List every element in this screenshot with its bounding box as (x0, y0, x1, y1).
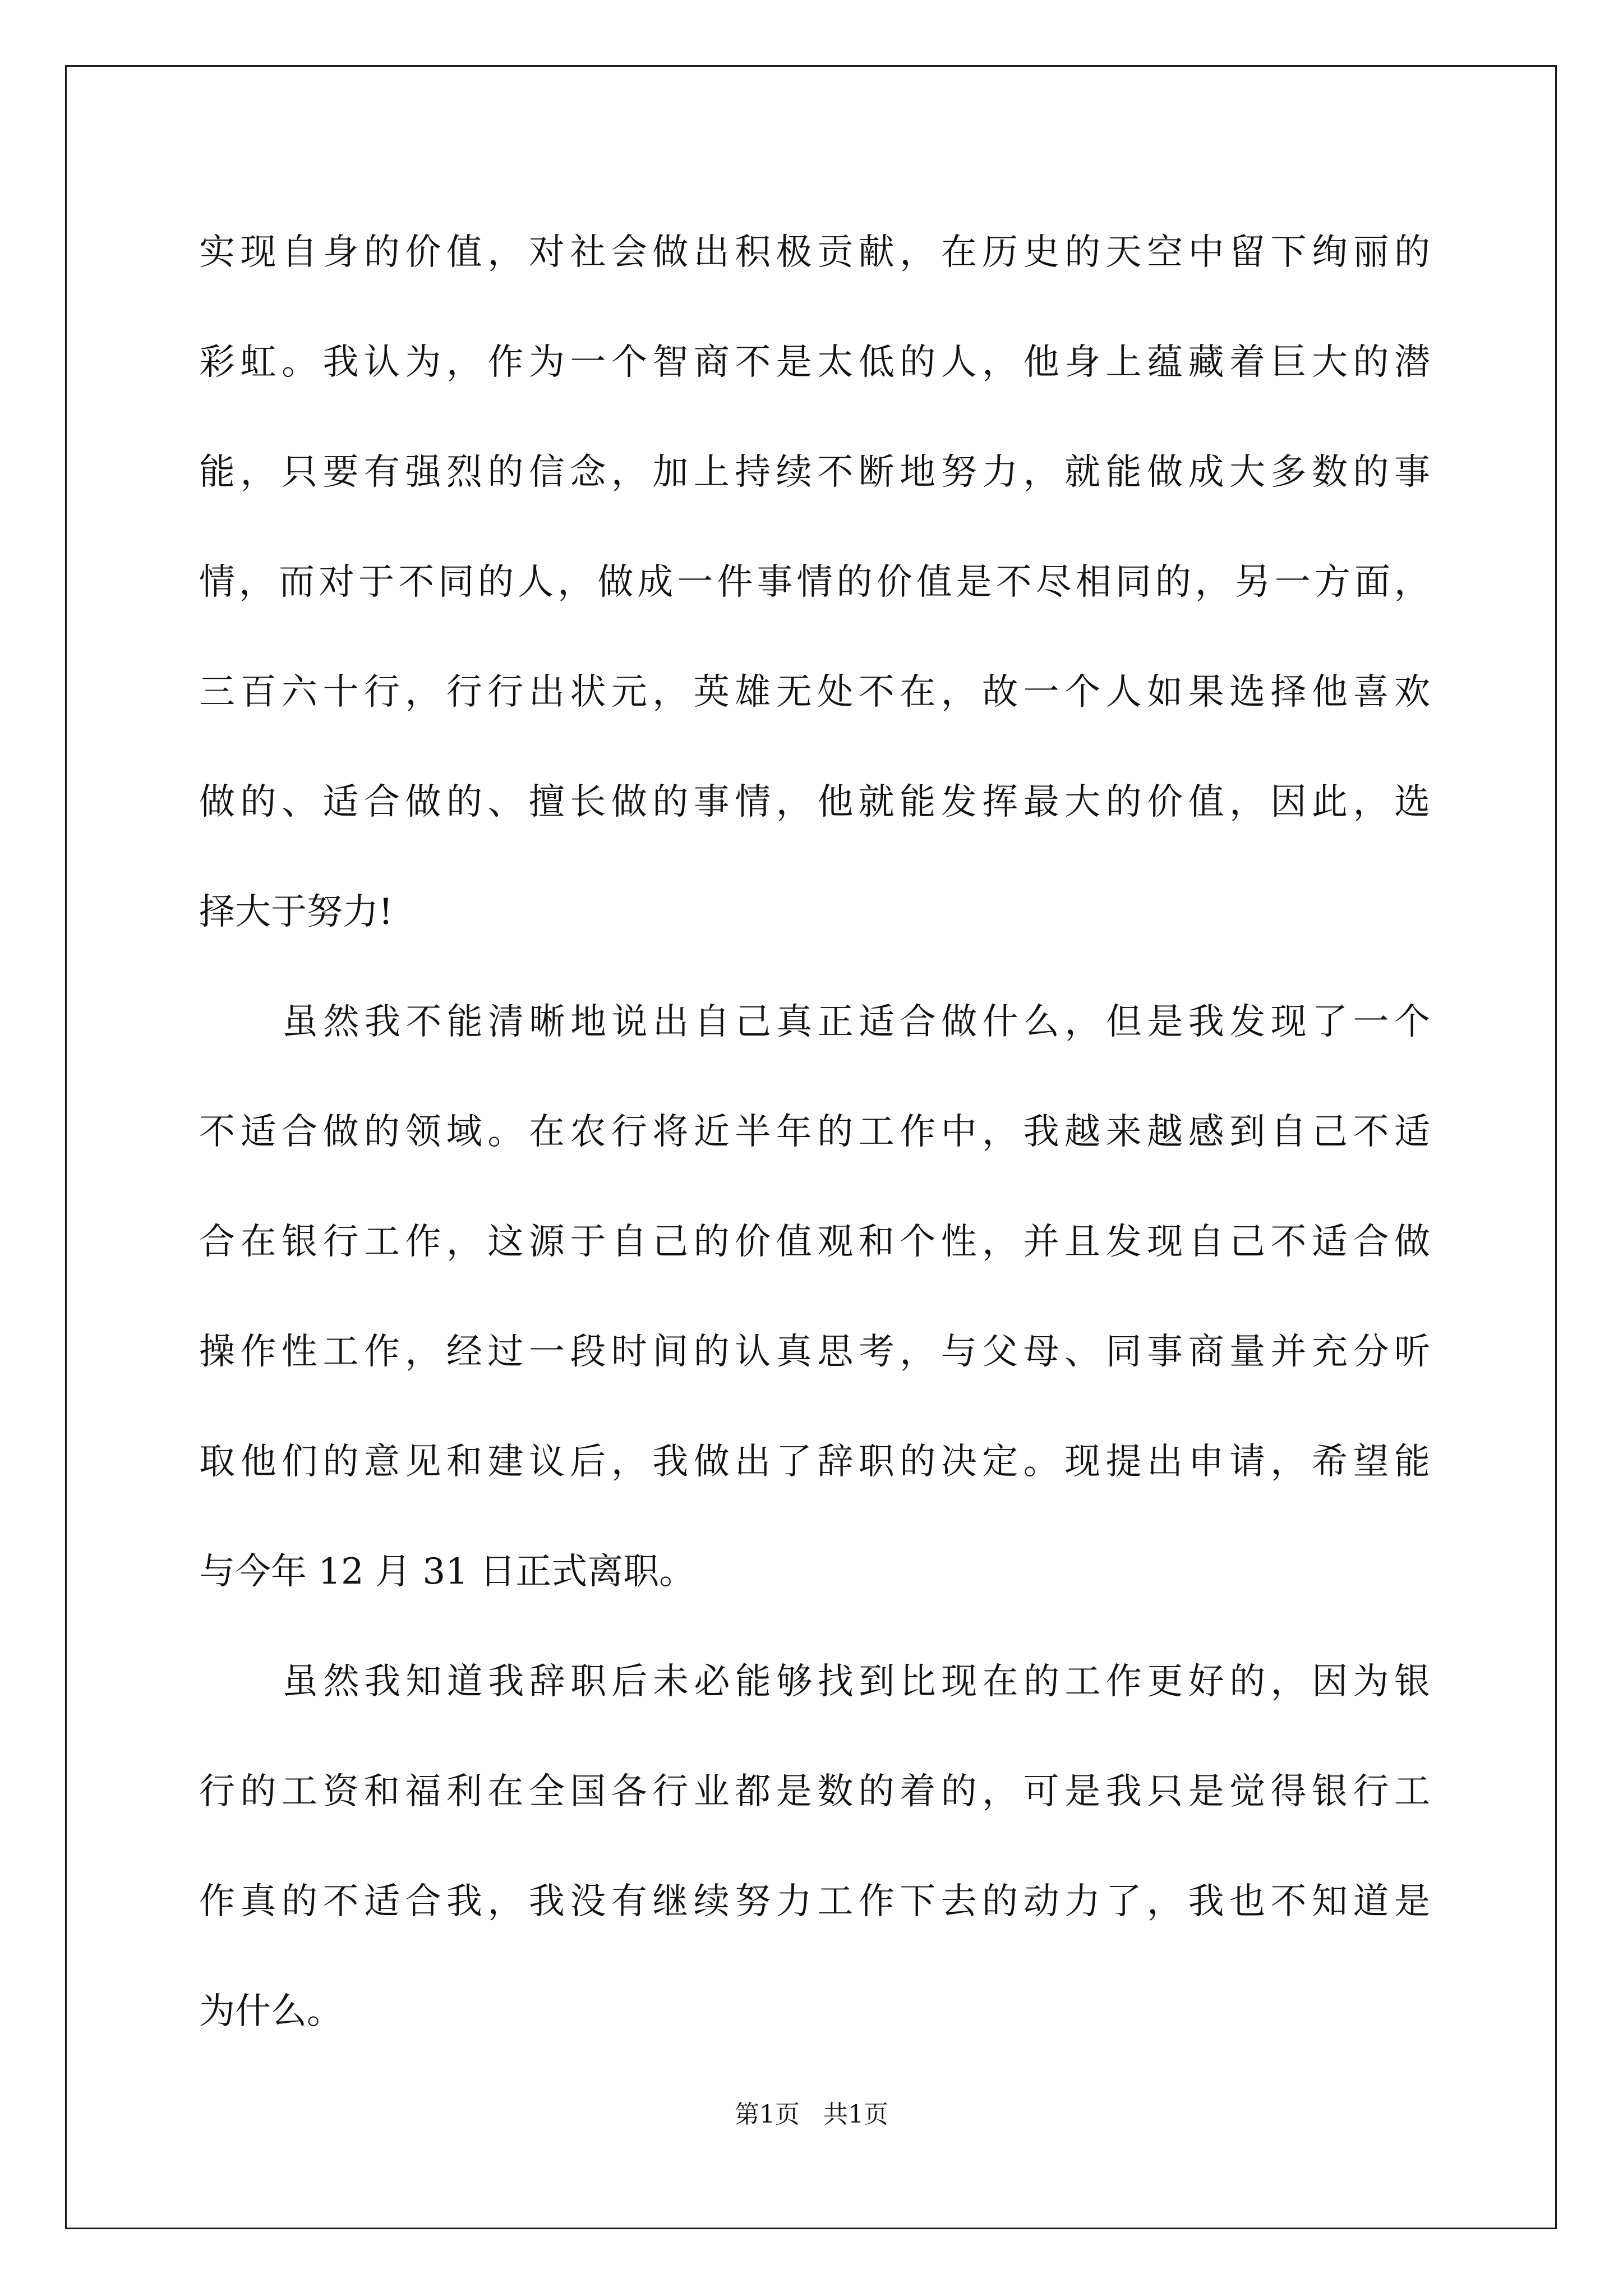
paragraph-2-line-6: 与今年 12 月 31 日正式离职。 (199, 1551, 695, 1593)
paragraph-3-line-1: 虽然我知道我辞职后未必能够找到比现在的工作更好的，因为银 (282, 1661, 1430, 1703)
paragraph-1-line-7: 择大于努力! (199, 891, 393, 933)
paragraph-1-line-6: 做的、适合做的、擅长做的事情，他就能发挥最大的价值，因此，选 (199, 781, 1430, 823)
paragraph-1-line-4: 情，而对于不同的人，做成一件事情的价值是不尽相同的，另一方面， (199, 562, 1430, 603)
page-footer: 第1页 共1页 (735, 2100, 888, 2129)
paragraph-1-line-3: 能，只要有强烈的信念，加上持续不断地努力，就能做成大多数的事 (199, 452, 1430, 493)
paragraph-2-line-1: 虽然我不能清晰地说出自己真正适合做什么，但是我发现了一个 (282, 1001, 1430, 1043)
paragraph-3-line-2: 行的工资和福利在全国各行业都是数的着的，可是我只是觉得银行工 (199, 1771, 1430, 1812)
paragraph-2-line-5: 取他们的意见和建议后，我做出了辞职的决定。现提出申请，希望能 (199, 1441, 1430, 1483)
paragraph-1-line-5: 三百六十行，行行出状元，英雄无处不在，故一个人如果选择他喜欢 (199, 671, 1430, 713)
paragraph-3-line-4: 为什么。 (199, 1991, 343, 2032)
paragraph-1-line-2: 彩虹。我认为，作为一个智商不是太低的人，他身上蕴藏着巨大的潜 (199, 342, 1430, 383)
paragraph-3-line-3: 作真的不适合我，我没有继续努力工作下去的动力了，我也不知道是 (199, 1881, 1430, 1922)
paragraph-2-line-2: 不适合做的领域。在农行将近半年的工作中，我越来越感到自己不适 (199, 1111, 1430, 1153)
paragraph-2-line-3: 合在银行工作，这源于自己的价值观和个性，并且发现自己不适合做 (199, 1221, 1430, 1263)
paragraph-2-line-4: 操作性工作，经过一段时间的认真思考，与父母、同事商量并充分听 (199, 1331, 1430, 1373)
paragraph-1-line-1: 实现自身的价值，对社会做出积极贡献，在历史的天空中留下绚丽的 (199, 232, 1430, 273)
